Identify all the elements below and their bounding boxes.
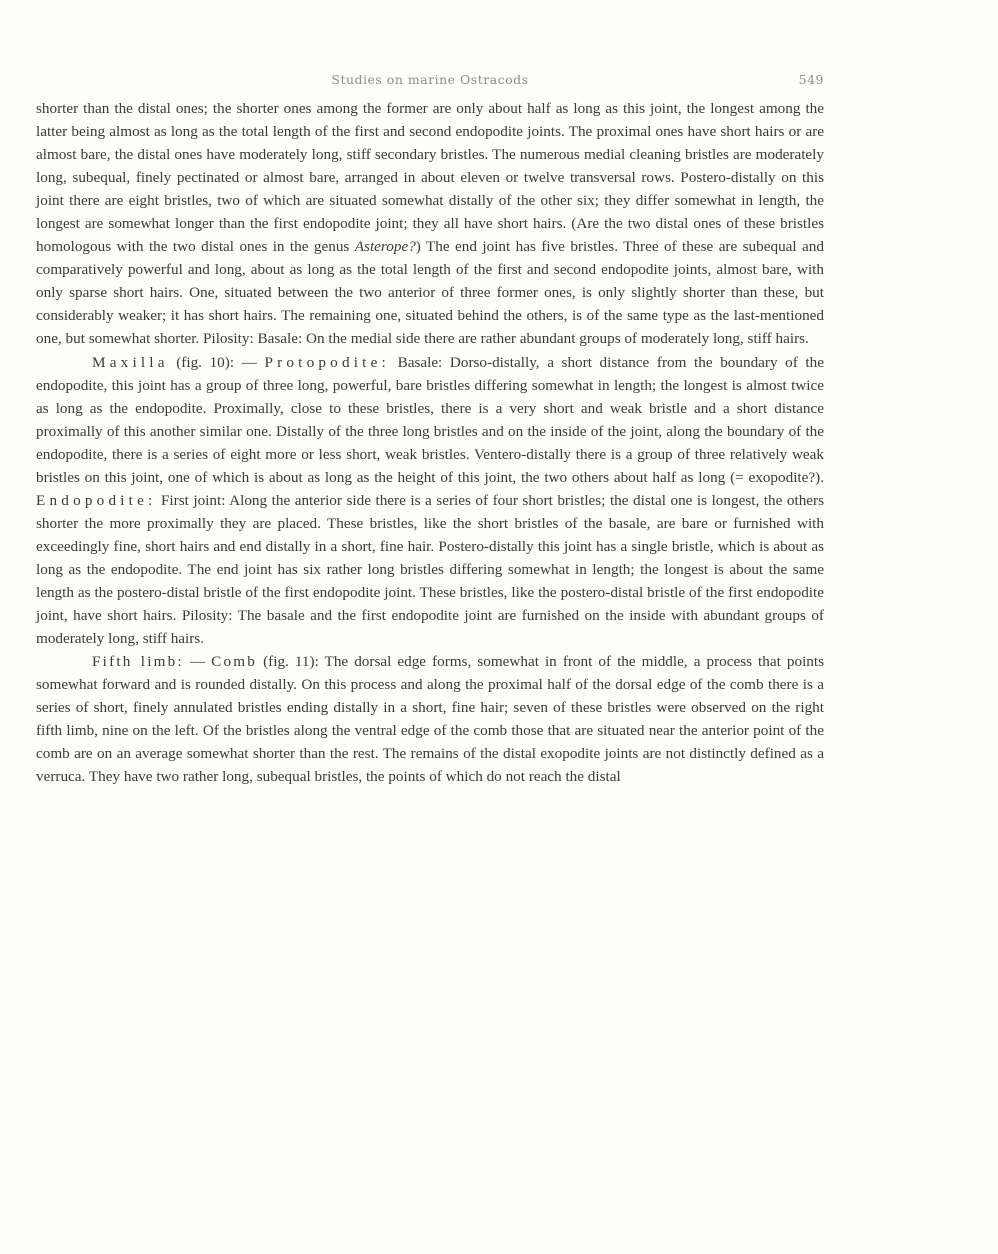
paragraph-fifth-limb xyxy=(36,650,824,788)
protopodite-heading: Protopodite: xyxy=(264,353,390,371)
body-text xyxy=(36,97,824,788)
page-number: 549 xyxy=(798,72,824,87)
paragraph-text: (fig. 11): The dorsal edge forms, somewhat in front of the middle, a process that points somewhat forward and is rounded distally. On this process and along the proximal half of the dorsal edge of the comb there is a series of short, finely annulated bristles ending distally in a short, fine hair; seven of these bristles were observed on the right fifth limb, nine on the left. Of the bristles along the ventral edge of the comb those that are situated near the anterior point of the comb are on an average somewhat shorter than the rest. The remains of the distal exopodite joints are not distinctly defined as a verruca. They have two rather long, subequal bristles, the points of which do not reach the distal xyxy=(36,653,825,786)
maxilla-heading: Maxilla xyxy=(92,353,169,371)
paragraph-text: Basale: On the medial side there are rather abundant groups of moderately long, stiff hairs. xyxy=(253,330,809,348)
paragraph-antenna-continuation xyxy=(36,97,824,351)
genus-name: Asterope? xyxy=(354,238,416,256)
pilosity-label: Pilosity: xyxy=(203,330,254,348)
running-head xyxy=(36,72,824,94)
endopodite-heading: Endopodite: xyxy=(36,491,157,509)
figure-reference: (fig. 10): — xyxy=(168,353,265,371)
paragraph-text: ) The end joint has five bristles. Three of these are subequal and comparatively powerful and long, about as long as the total length of the first and second endopodite joints, almost bare, with only sparse short hairs. One, situated between the two anterior of three former ones, is only slightly shorter than these, but considerably weaker; it has short hairs. The remaining one, situated behind the others, is of the same type as the last-mentioned one, but somewhat shorter. xyxy=(36,238,824,348)
fifth-limb-heading: Fifth limb: xyxy=(92,653,184,671)
comb-heading: Comb xyxy=(211,653,258,671)
paragraph-text: The basale and the first endopodite joint are furnished on the inside with abundant groups of moderately long, stiff hairs. xyxy=(36,607,824,648)
pilosity-label: Pilosity: xyxy=(181,607,233,625)
paragraph-text: Basale: Dorso-distally, a short distance from the boundary of the endopodite, this joint has a group of three long, powerful, bare bristles differing somewhat in length; the longest is almost twice as long as the endopodite. Proximally, close to these bristles, there is a very short and weak bristle and a short distance proximally of this another similar one. Distally of the three long bristles and on the inside of the joint, along the boundary of the endopodite, there is a series of eight more or less short, weak bristles. Ventero-distally there is a group of three relatively weak bristles on this joint, one of which is about as long as the height of this joint, the two others about half as long (= exopodite?). xyxy=(36,353,824,486)
running-title: Studies on marine Ostracods xyxy=(331,72,529,87)
dash-separator: — xyxy=(183,653,212,671)
paragraph-text: First joint: Along the anterior side there is a series of four short bristles; the distal one is longest, the others shorter the more proximally they are placed. These bristles, like the short bristles of the basale, are bare or furnished with exceedingly fine, short hairs and end distally in a short, fine hair. Postero-distally this joint has a single bristle, which is about as long as the endopodite. The end joint has six rather long bristles differing somewhat in length; the longest is about the same length as the postero-distal bristle of the first endopodite joint. These bristles, like the postero-distal bristle of the first endopodite joint, have short hairs. xyxy=(36,491,824,625)
paragraph-maxilla xyxy=(36,351,824,651)
paragraph-text: shorter than the distal ones; the shorter ones among the former are only about half as long as this joint, the longest among the latter being almost as long as the total length of the first and second endopodite joints. The proximal ones have short hairs or are almost bare, the distal ones have moderately long, stiff secondary bristles. The numerous medial cleaning bristles are moderately long, subequal, finely pectinated or almost bare, arranged in about eleven or twelve transversal rows. Postero-distally on this joint there are eight bristles, two of which are situated somewhat distally of the other six; they differ somewhat in length, the longest are somewhat longer than the first endopodite joint; they all have short hairs. (Are the two distal ones of these bristles homologous with the two distal ones in the genus xyxy=(36,100,824,256)
